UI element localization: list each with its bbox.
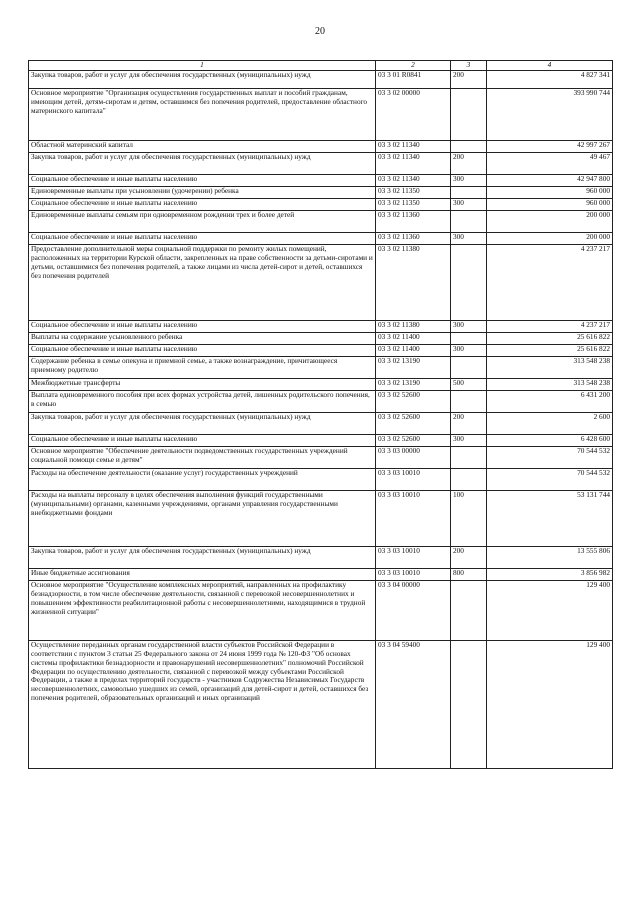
row-amount-cell: 2 600	[487, 412, 613, 434]
row-amount-cell: 42 997 267	[487, 140, 613, 152]
row-name-cell: Областной материнский капитал	[29, 140, 376, 152]
row-expense-type-cell	[451, 332, 487, 344]
row-amount-cell: 4 237 217	[487, 320, 613, 332]
row-code-cell: 03 3 02 11400	[376, 332, 451, 344]
row-expense-type-cell	[451, 640, 487, 768]
row-expense-type-cell	[451, 446, 487, 468]
table-row	[29, 140, 613, 152]
row-name-cell: Основное мероприятие "Обеспечение деятельности подведомственных государственных учреждений социальной помощи семье и детям"	[29, 446, 376, 468]
table-row	[29, 446, 613, 468]
row-code-cell: 03 3 02 11340	[376, 174, 451, 186]
row-expense-type-cell	[451, 356, 487, 378]
budget-table	[28, 60, 613, 769]
table-row	[29, 232, 613, 244]
row-name-cell: Социальное обеспечение и иные выплаты населению	[29, 174, 376, 186]
row-name-cell: Расходы на обеспечение деятельности (оказание услуг) государственных учреждений	[29, 468, 376, 490]
row-amount-cell: 3 856 982	[487, 568, 613, 580]
row-amount-cell: 129 400	[487, 640, 613, 768]
row-expense-type-cell: 300	[451, 434, 487, 446]
row-code-cell: 03 3 04 59400	[376, 640, 451, 768]
row-amount-cell: 200 000	[487, 232, 613, 244]
row-code-cell: 03 3 02 11350	[376, 186, 451, 198]
table-row	[29, 332, 613, 344]
row-name-cell: Социальное обеспечение и иные выплаты населению	[29, 232, 376, 244]
row-code-cell: 03 3 02 11340	[376, 152, 451, 174]
row-expense-type-cell	[451, 244, 487, 320]
row-code-cell: 03 3 02 52600	[376, 390, 451, 412]
row-amount-cell: 53 131 744	[487, 490, 613, 546]
row-code-cell: 03 3 03 10010	[376, 468, 451, 490]
row-amount-cell: 129 400	[487, 580, 613, 640]
row-code-cell: 03 3 02 11350	[376, 198, 451, 210]
row-amount-cell: 960 000	[487, 186, 613, 198]
row-code-cell: 03 3 03 10010	[376, 546, 451, 568]
table-row	[29, 320, 613, 332]
row-code-cell: 03 3 03 10010	[376, 568, 451, 580]
header-row	[29, 61, 613, 71]
row-code-cell: 03 3 02 11380	[376, 244, 451, 320]
row-expense-type-cell	[451, 390, 487, 412]
row-name-cell: Осуществление переданных органам государственной власти субъектов Российской Федерации в соответствии с пунктом 3 статьи 25 Федерального закона от 24 июня 1999 года № 120-ФЗ "Об основах системы профилактики безнадзорности и правонарушений несовершеннолетних" полномочий Российской Федерации по осуществлению деятельности, связанной с перевозкой между субъектами Российской Федерации, а также в пределах территорий государств - участников Содружества Независимых Государств несовершеннолетних, самовольно ушедших из семей, организаций для детей-сирот и детей, оставшихся без попечения родителей, образовательных организаций и иных организаций	[29, 640, 376, 768]
row-expense-type-cell: 300	[451, 174, 487, 186]
row-code-cell: 03 3 02 13190	[376, 378, 451, 390]
row-amount-cell: 313 548 238	[487, 378, 613, 390]
row-name-cell: Закупка товаров, работ и услуг для обеспечения государственных (муниципальных) нужд	[29, 70, 376, 88]
row-expense-type-cell	[451, 580, 487, 640]
row-expense-type-cell: 300	[451, 344, 487, 356]
table-row	[29, 198, 613, 210]
table-row	[29, 88, 613, 140]
row-expense-type-cell: 300	[451, 232, 487, 244]
row-name-cell: Закупка товаров, работ и услуг для обеспечения государственных (муниципальных) нужд	[29, 152, 376, 174]
row-amount-cell: 70 544 532	[487, 468, 613, 490]
row-amount-cell: 6 431 200	[487, 390, 613, 412]
table-row	[29, 152, 613, 174]
table-row	[29, 434, 613, 446]
row-amount-cell: 49 467	[487, 152, 613, 174]
row-code-cell: 03 3 02 13190	[376, 356, 451, 378]
row-expense-type-cell: 200	[451, 70, 487, 88]
row-amount-cell: 4 827 341	[487, 70, 613, 88]
row-expense-type-cell: 300	[451, 320, 487, 332]
table-row	[29, 390, 613, 412]
row-expense-type-cell: 200	[451, 152, 487, 174]
row-expense-type-cell: 200	[451, 412, 487, 434]
table-row	[29, 468, 613, 490]
table-row	[29, 210, 613, 232]
table-row	[29, 490, 613, 546]
row-code-cell: 03 3 02 52600	[376, 434, 451, 446]
row-amount-cell: 25 616 822	[487, 332, 613, 344]
row-code-cell: 03 3 01 R0841	[376, 70, 451, 88]
row-amount-cell: 13 555 806	[487, 546, 613, 568]
row-name-cell: Социальное обеспечение и иные выплаты населению	[29, 434, 376, 446]
row-expense-type-cell: 100	[451, 490, 487, 546]
row-expense-type-cell: 500	[451, 378, 487, 390]
row-expense-type-cell	[451, 210, 487, 232]
table-row	[29, 344, 613, 356]
row-name-cell: Выплата единовременного пособия при всех формах устройства детей, лишенных родительского попечения, в семью	[29, 390, 376, 412]
row-name-cell: Основное мероприятие "Осуществление комплексных мероприятий, направленных на профилактику безнадзорности, в том числе обеспечение деятельности, связанной с перевозкой несовершеннолетних и повышением эффективности реабилитационной работы с несовершеннолетними, находящимися в трудной жизненной ситуации"	[29, 580, 376, 640]
header-col-2: 2	[376, 61, 451, 71]
row-amount-cell: 4 237 217	[487, 244, 613, 320]
row-expense-type-cell: 300	[451, 198, 487, 210]
table-row	[29, 568, 613, 580]
table-row	[29, 244, 613, 320]
row-name-cell: Социальное обеспечение и иные выплаты населению	[29, 198, 376, 210]
table-row	[29, 580, 613, 640]
table-row	[29, 412, 613, 434]
table-row	[29, 70, 613, 88]
row-amount-cell: 6 428 600	[487, 434, 613, 446]
row-amount-cell: 393 990 744	[487, 88, 613, 140]
row-code-cell: 03 3 04 00000	[376, 580, 451, 640]
row-name-cell: Единовременные выплаты семьям при одновременном рождении трех и более детей	[29, 210, 376, 232]
row-name-cell: Закупка товаров, работ и услуг для обеспечения государственных (муниципальных) нужд	[29, 546, 376, 568]
row-code-cell: 03 3 02 00000	[376, 88, 451, 140]
row-name-cell: Иные бюджетные ассигнования	[29, 568, 376, 580]
row-amount-cell: 70 544 532	[487, 446, 613, 468]
table-row	[29, 378, 613, 390]
row-name-cell: Основное мероприятие "Организация осуществления государственных выплат и пособий гражданам, имеющим детей, детям-сиротам и детям, оставшимся без попечения родителей, предоставление областного материнского капитала"	[29, 88, 376, 140]
row-amount-cell: 960 000	[487, 198, 613, 210]
row-amount-cell: 313 548 238	[487, 356, 613, 378]
row-name-cell: Социальное обеспечение и иные выплаты населению	[29, 344, 376, 356]
header-col-3: 3	[451, 61, 487, 71]
row-amount-cell: 25 616 822	[487, 344, 613, 356]
row-code-cell: 03 3 02 11380	[376, 320, 451, 332]
row-expense-type-cell	[451, 140, 487, 152]
row-name-cell: Расходы на выплаты персоналу в целях обеспечения выполнения функций государственными (муниципальными) органами, казенными учреждениями, органами управления государственными внебюджетными фондами	[29, 490, 376, 546]
row-name-cell: Социальное обеспечение и иные выплаты населению	[29, 320, 376, 332]
table-row	[29, 356, 613, 378]
row-amount-cell: 200 000	[487, 210, 613, 232]
row-name-cell: Межбюджетные трансферты	[29, 378, 376, 390]
row-name-cell: Закупка товаров, работ и услуг для обеспечения государственных (муниципальных) нужд	[29, 412, 376, 434]
header-col-4: 4	[487, 61, 613, 71]
table-row	[29, 640, 613, 768]
row-name-cell: Содержание ребенка в семье опекуна и приемной семье, а также вознаграждение, причитающееся приемному родителю	[29, 356, 376, 378]
row-code-cell: 03 3 02 11360	[376, 210, 451, 232]
table-row	[29, 186, 613, 198]
header-col-1: 1	[29, 61, 376, 71]
row-amount-cell: 42 947 800	[487, 174, 613, 186]
row-code-cell: 03 3 02 11340	[376, 140, 451, 152]
row-code-cell: 03 3 03 10010	[376, 490, 451, 546]
row-name-cell: Предоставление дополнительной меры социальной поддержки по ремонту жилых помещений, расположенных на территории Курской области, закрепленных на праве собственности за детьми-сиротами и детьми, оставшимися без попечения родителей, а также лицами из числа детей-сирот и детей, оставшихся без попечения родителей	[29, 244, 376, 320]
table-row	[29, 546, 613, 568]
row-code-cell: 03 3 02 11360	[376, 232, 451, 244]
row-expense-type-cell	[451, 468, 487, 490]
page-number: 20	[315, 26, 325, 37]
row-expense-type-cell: 800	[451, 568, 487, 580]
table-row	[29, 174, 613, 186]
row-code-cell: 03 3 03 00000	[376, 446, 451, 468]
row-name-cell: Выплаты на содержание усыновленного ребенка	[29, 332, 376, 344]
row-expense-type-cell	[451, 186, 487, 198]
row-expense-type-cell: 200	[451, 546, 487, 568]
row-code-cell: 03 3 02 52600	[376, 412, 451, 434]
row-name-cell: Единовременные выплаты при усыновлении (удочерении) ребенка	[29, 186, 376, 198]
row-code-cell: 03 3 02 11400	[376, 344, 451, 356]
row-expense-type-cell	[451, 88, 487, 140]
